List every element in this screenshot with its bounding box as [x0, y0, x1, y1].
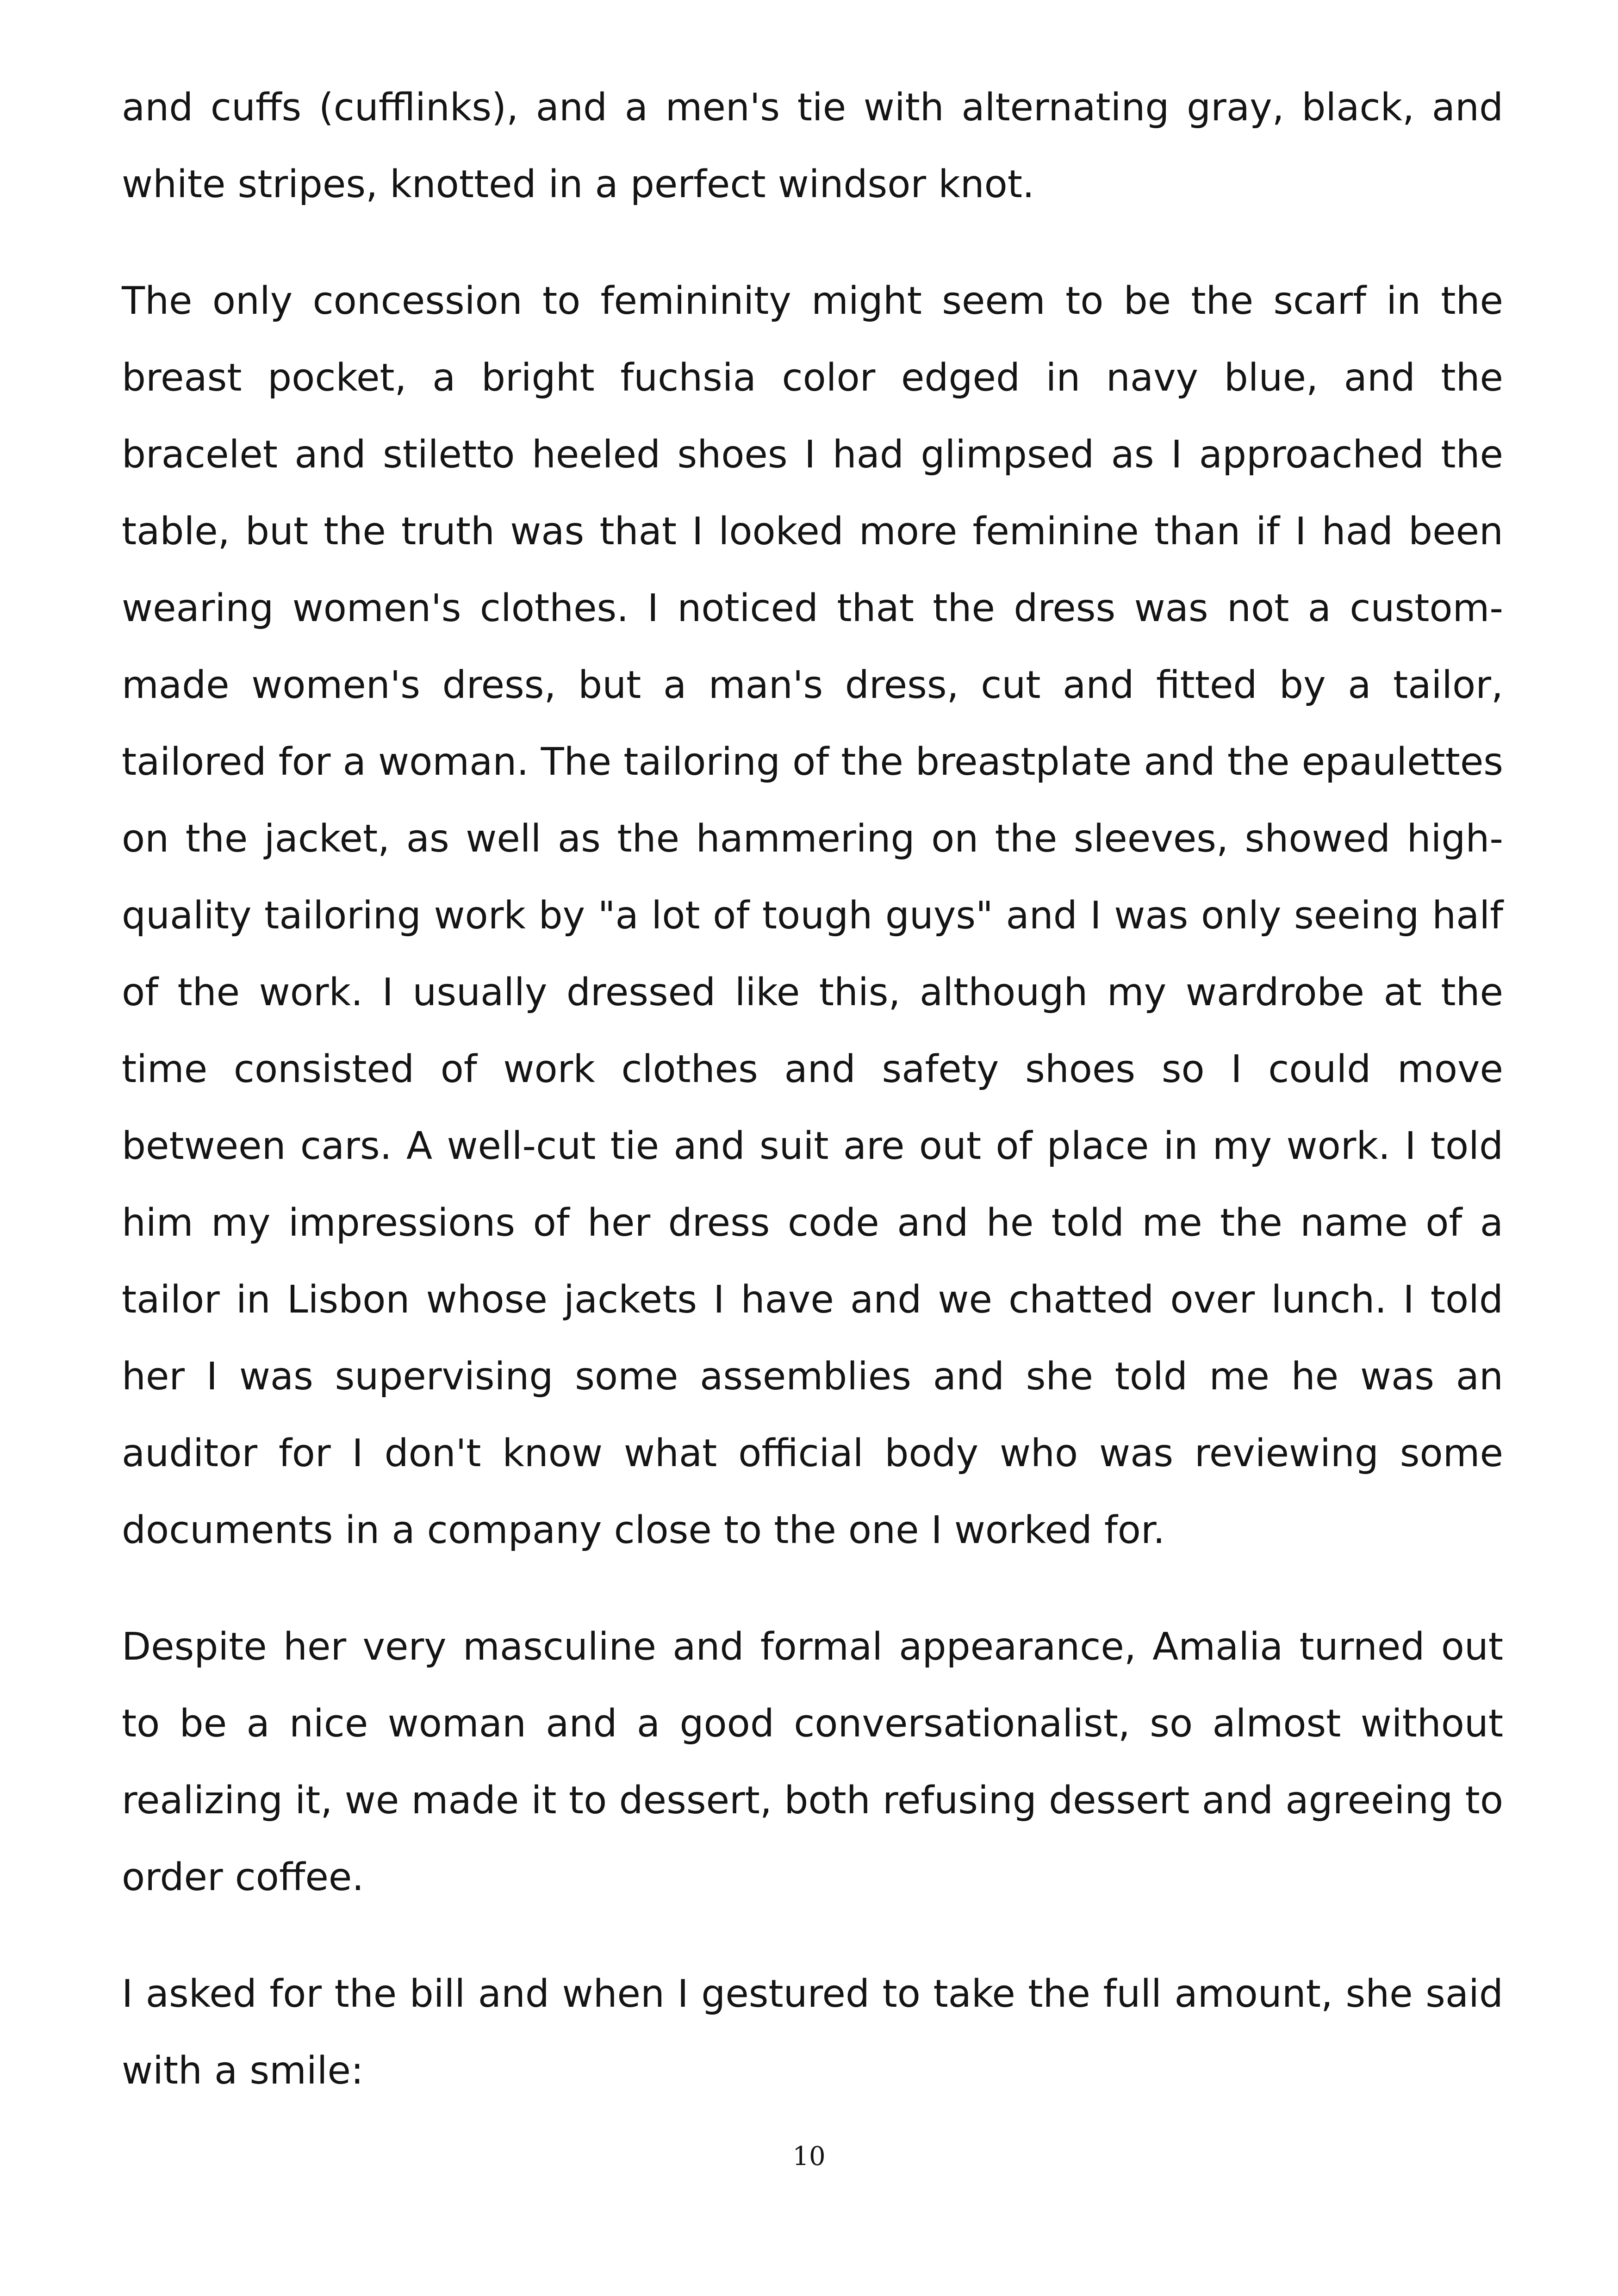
page-number: 10: [792, 2141, 826, 2172]
paragraph-3: Despite her very masculine and formal appearance, Amalia turned out to be a nice woman and a good conversationalist, so almost without realizing it, we made it to dessert, both refusing dessert and agreeing to order coffee.: [122, 1625, 1503, 1899]
paragraph-4: I asked for the bill and when I gestured to take the full amount, she said with a smile:: [122, 1972, 1503, 2093]
paragraph-2: The only concession to femininity might seem to be the scarf in the breast pocket, a bright fuchsia color edged in navy blue, and the bracelet and stiletto heeled shoes I had glimpsed as I approached the table, but the truth was that I looked more feminine than if I had been wearing women's clothes. I noticed that the dress was not a custom-made women's dress, but a man's dress, cut and fitted by a tailor, tailored for a woman. The tailoring of the breastplate and the epaulettes on the jacket, as well as the hammering on the sleeves, showed high-quality tailoring work by "a lot of tough guys" and I was only seeing half of the work. I usually dressed like this, although my wardrobe at the time consisted of work clothes and safety shoes so I could move between cars. A well-cut tie and suit are out of place in my work. I told him my impressions of her dress code and he told me the name of a tailor in Lisbon whose jackets I have and we chatted over lunch. I told her I was supervising some assemblies and she told me he was an auditor for I don't know what official body who was reviewing some documents in a company close to the one I worked for.: [122, 279, 1503, 1552]
paragraph-1: and cuffs (cufflinks), and a men's tie with alternating gray, black, and white stripes, knotted in a perfect windsor knot.: [122, 86, 1503, 206]
body-text: [122, 69, 1503, 2149]
